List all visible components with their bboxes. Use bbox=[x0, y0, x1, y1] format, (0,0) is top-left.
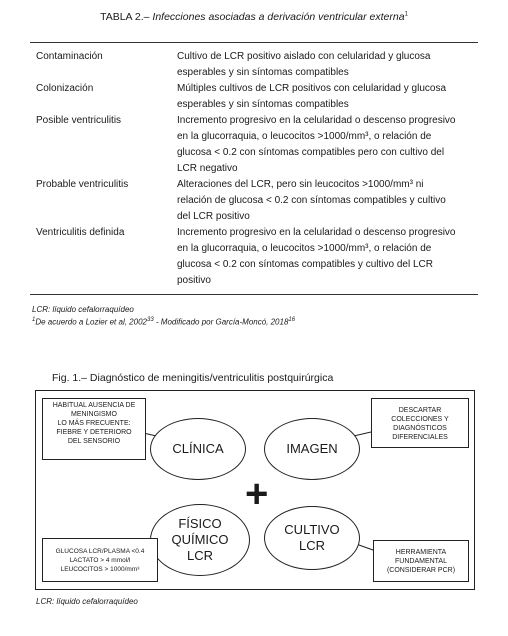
box-bottom-right bbox=[373, 540, 469, 582]
ellipse-imagen bbox=[264, 418, 360, 480]
row-def-colonizacion bbox=[177, 81, 474, 113]
row-term-colonizacion: Colonización bbox=[36, 83, 94, 94]
box-line: MENINGISMO bbox=[71, 411, 117, 418]
ellipse-line: CULTIVO bbox=[284, 522, 340, 537]
def-line: Múltiples cultivos de LCR positivos con celularidad y glucosa bbox=[177, 83, 447, 94]
footnote-source-sup: 1 bbox=[32, 317, 36, 323]
ellipse-line: LCR bbox=[186, 548, 213, 563]
def-line: Cultivo de LCR positivo aislado con celularidad y glucosa bbox=[177, 51, 431, 62]
box-line: GLUCOSA LCR/PLASMA <0.4 bbox=[55, 548, 145, 555]
box-line: LACTATO > 4 mmol/l bbox=[69, 557, 131, 564]
def-line: Incremento progresivo en la celularidad o descenso progresivo bbox=[177, 227, 456, 238]
box-top-right bbox=[371, 398, 469, 448]
table-top-rule bbox=[30, 42, 478, 43]
box-line: LEUCOCITOS > 1000/mm³ bbox=[60, 566, 140, 573]
def-line: relación de glucosa < 0.2 con síntomas compatibles y cultivo bbox=[177, 195, 446, 206]
def-line: positivo bbox=[177, 275, 211, 286]
table-footnote-source bbox=[32, 317, 295, 327]
def-line: glucosa < 0.2 con síntomas compatibles pero con cultivo del bbox=[177, 147, 445, 158]
row-def-probable bbox=[177, 177, 474, 225]
def-line: esperables y sin síntomas compatibles bbox=[177, 99, 349, 110]
box-top-left bbox=[42, 398, 146, 460]
box-line: DEL SENSORIO bbox=[67, 438, 121, 445]
box-line: FUNDAMENTAL bbox=[395, 558, 447, 565]
ellipse-fisico-quimico bbox=[150, 504, 250, 576]
def-line: Incremento progresivo en la celularidad o descenso progresivo bbox=[177, 115, 456, 126]
ellipse-clinica bbox=[150, 418, 246, 480]
row-def-posible bbox=[177, 113, 474, 177]
row-term-contaminacion: Contaminación bbox=[36, 51, 103, 62]
row-term-definida: Ventriculitis definida bbox=[36, 227, 125, 238]
ellipse-fisico-label bbox=[171, 516, 228, 564]
def-line: del LCR positivo bbox=[177, 211, 250, 222]
box-bottom-left bbox=[42, 538, 158, 582]
ellipse-line: FÍSICO bbox=[178, 516, 222, 531]
box-line: FIEBRE Y DETERIORO bbox=[56, 429, 132, 436]
figure-footnote: LCR: líquido cefalorraquídeo bbox=[36, 597, 138, 606]
row-term-probable: Probable ventriculitis bbox=[36, 179, 129, 190]
table-bottom-rule bbox=[30, 294, 478, 295]
table-title bbox=[0, 11, 508, 23]
row-term-posible: Posible ventriculitis bbox=[36, 115, 122, 126]
box-line: DESCARTAR bbox=[398, 407, 442, 414]
footnote-source-ref1: 33 bbox=[146, 317, 154, 323]
def-line: en la glucorraquia, o leucocitos >1000/mm³, o relación de bbox=[177, 131, 432, 142]
box-line: COLECCIONES Y bbox=[391, 416, 449, 423]
ellipse-clinica-label: CLÍNICA bbox=[172, 441, 224, 456]
table-title-sup: 1 bbox=[404, 11, 408, 18]
ellipse-cultivo-label bbox=[284, 522, 339, 554]
table-title-italic: Infecciones asociadas a derivación ventricular externa bbox=[152, 11, 405, 23]
box-line: (CONSIDERAR PCR) bbox=[386, 567, 456, 574]
row-def-definida bbox=[177, 225, 474, 289]
row-def-contaminacion bbox=[177, 49, 474, 81]
def-line: LCR negativo bbox=[177, 163, 238, 174]
plus-sign: + bbox=[245, 472, 269, 516]
footnote-source-b: - Modificado por García-Moncó, 2018 bbox=[153, 317, 289, 327]
box-line: LO MÁS FRECUENTE: bbox=[57, 420, 131, 427]
table-title-prefix: TABLA 2.– bbox=[100, 11, 153, 23]
ellipse-line: QUÍMICO bbox=[171, 532, 229, 547]
footnote-source-a: De acuerdo a Lozier et al, 2002 bbox=[35, 317, 147, 327]
box-line: DIFERENCIALES bbox=[392, 434, 448, 441]
ellipse-line: LCR bbox=[298, 538, 325, 553]
def-line: glucosa < 0.2 con síntomas compatibles y cultivo del LCR bbox=[177, 259, 433, 270]
table-footnote-abbrev: LCR: líquido cefalorraquídeo bbox=[32, 305, 134, 314]
box-line: DIAGNÓSTICOS bbox=[393, 425, 447, 432]
ellipse-cultivo bbox=[264, 506, 360, 570]
ellipse-imagen-label: IMAGEN bbox=[286, 441, 338, 456]
footnote-source-ref2: 16 bbox=[288, 317, 296, 323]
box-line: HERRAMIENTA bbox=[395, 549, 447, 556]
def-line: esperables y sin síntomas compatibles bbox=[177, 67, 349, 78]
def-line: Alteraciones del LCR, pero sin leucocitos >1000/mm³ ni bbox=[177, 179, 424, 190]
def-line: en la glucorraquia, o leucocitos >1000/mm³, o relación de bbox=[177, 243, 432, 254]
box-line: HABITUAL AUSENCIA DE bbox=[52, 402, 136, 409]
figure-title: Fig. 1.– Diagnóstico de meningitis/ventriculitis postquirúrgica bbox=[52, 372, 334, 384]
